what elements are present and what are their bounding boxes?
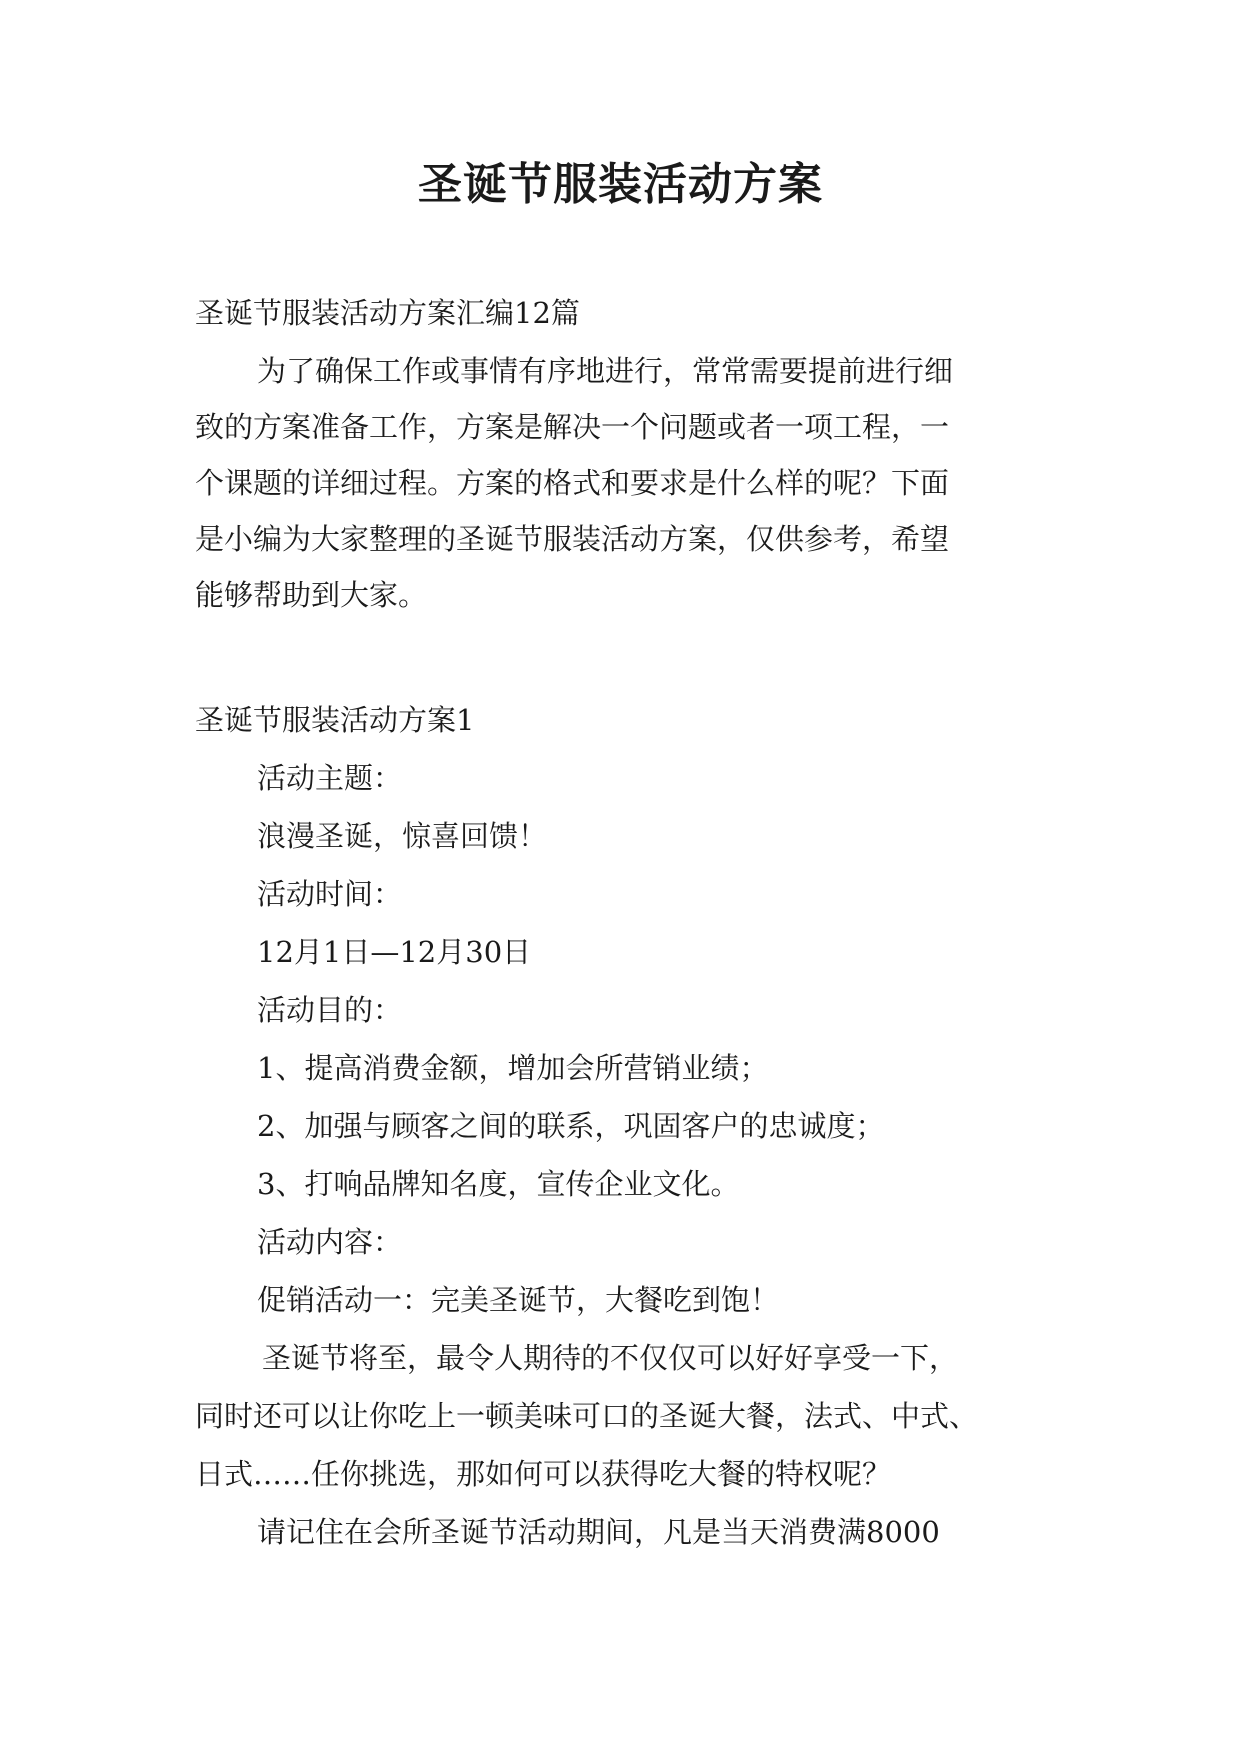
section-line: 活动目的： <box>257 993 403 1027</box>
section-line: 1、提高消费金额，增加会所营销业绩； <box>257 1051 769 1085</box>
document-subtitle: 圣诞节服装活动方案汇编12篇 <box>195 296 580 330</box>
section-line: 活动时间： <box>257 877 403 911</box>
section-heading: 圣诞节服装活动方案1 <box>195 703 475 737</box>
section-line: 活动内容： <box>257 1225 403 1259</box>
intro-line: 个课题的详细过程。方案的格式和要求是什么样的呢？下面 <box>195 466 950 500</box>
intro-line: 是小编为大家整理的圣诞节服装活动方案，仅供参考，希望 <box>195 522 950 556</box>
section-line: 12月1日—12月30日 <box>257 935 532 969</box>
intro-line: 为了确保工作或事情有序地进行，常常需要提前进行细 <box>257 354 954 388</box>
section-line: 活动主题： <box>257 761 403 795</box>
section-line: 浪漫圣诞，惊喜回馈！ <box>257 819 548 853</box>
section-line: 3、打响品牌知名度，宣传企业文化。 <box>257 1167 740 1201</box>
document-title: 圣诞节服装活动方案 <box>418 159 823 210</box>
paragraph-line: 请记住在会所圣诞节活动期间，凡是当天消费满8000 <box>257 1515 940 1549</box>
paragraph-line: 日式……任你挑选，那如何可以获得吃大餐的特权呢？ <box>195 1457 892 1491</box>
paragraph-line: 同时还可以让你吃上一顿美味可口的圣诞大餐，法式、中式、 <box>195 1399 979 1433</box>
section-line: 2、加强与顾客之间的联系，巩固客户的忠诚度； <box>257 1109 885 1143</box>
paragraph-line: 圣诞节将至，最令人期待的不仅仅可以好好享受一下， <box>262 1341 959 1375</box>
intro-line: 致的方案准备工作，方案是解决一个问题或者一项工程，一 <box>195 410 950 444</box>
intro-line: 能够帮助到大家。 <box>195 578 428 612</box>
section-line: 促销活动一：完美圣诞节，大餐吃到饱！ <box>257 1283 780 1317</box>
